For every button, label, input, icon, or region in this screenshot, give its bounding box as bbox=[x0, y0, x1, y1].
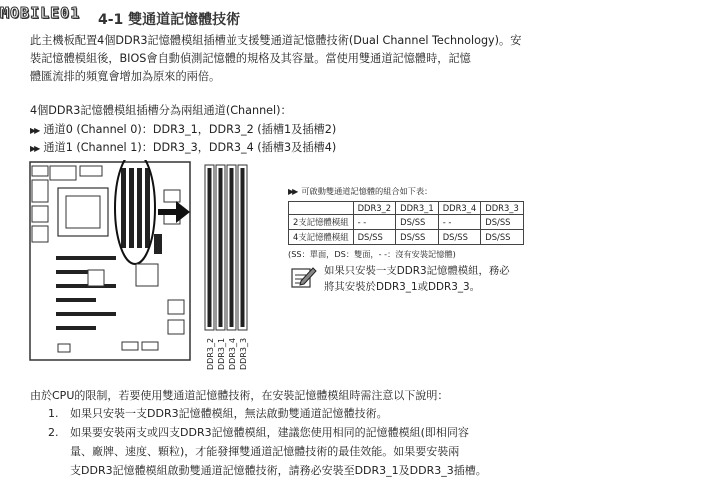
list-item-text: 量、廠牌、速度、顆粒)，才能發揮雙通道記憶體技術的最佳效能。如果要安裝兩 bbox=[70, 445, 460, 458]
table-cell: DS/SS bbox=[481, 215, 524, 230]
table-header-cell: DDR3_1 bbox=[396, 202, 439, 215]
table-cell: 2支記憶體模組 bbox=[289, 215, 354, 230]
channel-item-1 bbox=[30, 139, 336, 155]
tip-line: 將其安裝於DDR3_1或DDR3_3。 bbox=[324, 281, 481, 293]
list-item-text: 如果只安裝一支DDR3記憶體模組，無法啟動雙通道記憶體技術。 bbox=[70, 407, 388, 420]
list-item-text: 如果要安裝兩支或四支DDR3記憶體模組，建議您使用相同的記憶體模組(即相同容 bbox=[70, 426, 469, 439]
table-header-cell bbox=[289, 202, 354, 215]
list-item bbox=[48, 423, 487, 480]
channels-intro: 4個DDR3記憶體模組插槽分為兩組通道(Channel)： bbox=[30, 104, 292, 117]
channel-item-text: 通道1 (Channel 1)：DDR3_3，DDR3_4 (插槽3及插槽4) bbox=[43, 141, 337, 154]
slot-label: DDR3_1 bbox=[217, 337, 226, 370]
table-header-cell: DDR3_2 bbox=[353, 202, 396, 215]
tip-note bbox=[324, 263, 510, 295]
intro-line: 體匯流排的頻寬會增加為原來的兩倍。 bbox=[30, 70, 221, 83]
section-title: 4-1 雙通道記憶體技術 bbox=[98, 12, 241, 28]
table-cell: DS/SS bbox=[353, 230, 396, 245]
list-item-text: 支DDR3記憶體模組啟動雙通道記憶體技術，請務必安裝至DDR3_1及DDR3_3插槽。 bbox=[70, 464, 487, 477]
table-cell: DS/SS bbox=[481, 230, 524, 245]
list-item bbox=[48, 404, 388, 423]
triangle-bullet-icon: ▶▶ bbox=[30, 144, 39, 153]
channel-item-0 bbox=[30, 121, 336, 137]
tip-line: 如果只安裝一支DDR3記憶體模組，務必 bbox=[324, 265, 510, 277]
table-cell: DS/SS bbox=[438, 230, 481, 245]
table-cell: - - bbox=[438, 215, 481, 230]
table-header-cell: DDR3_3 bbox=[481, 202, 524, 215]
slot-label: DDR3_2 bbox=[206, 337, 215, 370]
logo-text: MOBILE01 bbox=[0, 4, 81, 22]
combo-table bbox=[288, 201, 524, 245]
table-header-row bbox=[289, 202, 524, 215]
slot-label: DDR3_3 bbox=[239, 337, 248, 370]
triangle-bullet-icon: ▶▶ bbox=[288, 187, 297, 196]
intro-line: 裝記憶體模組後，BIOS會自動偵測記憶體的規格及其容量。當使用雙通道記憶體時，記憶 bbox=[30, 52, 471, 65]
intro-line: 此主機板配置4個DDR3記憶體模組插槽並支援雙通道記憶體技術(Dual Channel Technology)。安 bbox=[30, 34, 522, 47]
limits-intro: 由於CPU的限制，若要使用雙通道記憶體技術，在安裝記憶體模組時需注意以下說明： bbox=[30, 389, 449, 402]
table-row bbox=[289, 215, 524, 230]
table-cell: 4支記憶體模組 bbox=[289, 230, 354, 245]
slot-label: DDR3_4 bbox=[228, 337, 237, 370]
note-pencil-icon bbox=[291, 265, 317, 289]
combo-legend: (SS：單面，DS：雙面，- -：沒有安裝記憶體) bbox=[288, 249, 456, 259]
site-logo bbox=[0, 4, 80, 22]
list-number: 2. bbox=[48, 426, 59, 439]
table-header-cell: DDR3_4 bbox=[438, 202, 481, 215]
table-cell: DS/SS bbox=[396, 230, 439, 245]
combo-caption-text: 可啟動雙通道記憶體的組合如下表： bbox=[301, 186, 433, 196]
table-cell: - - bbox=[353, 215, 396, 230]
intro-paragraph bbox=[30, 32, 521, 86]
table-cell: DS/SS bbox=[396, 215, 439, 230]
channel-item-text: 通道0 (Channel 0)：DDR3_1，DDR3_2 (插槽1及插槽2) bbox=[43, 123, 337, 136]
triangle-bullet-icon: ▶▶ bbox=[30, 126, 39, 135]
table-row bbox=[289, 230, 524, 245]
combo-caption bbox=[288, 186, 432, 197]
dimm-slots-enlarged bbox=[205, 165, 247, 330]
list-number: 1. bbox=[48, 407, 59, 420]
motherboard-diagram bbox=[18, 160, 298, 375]
